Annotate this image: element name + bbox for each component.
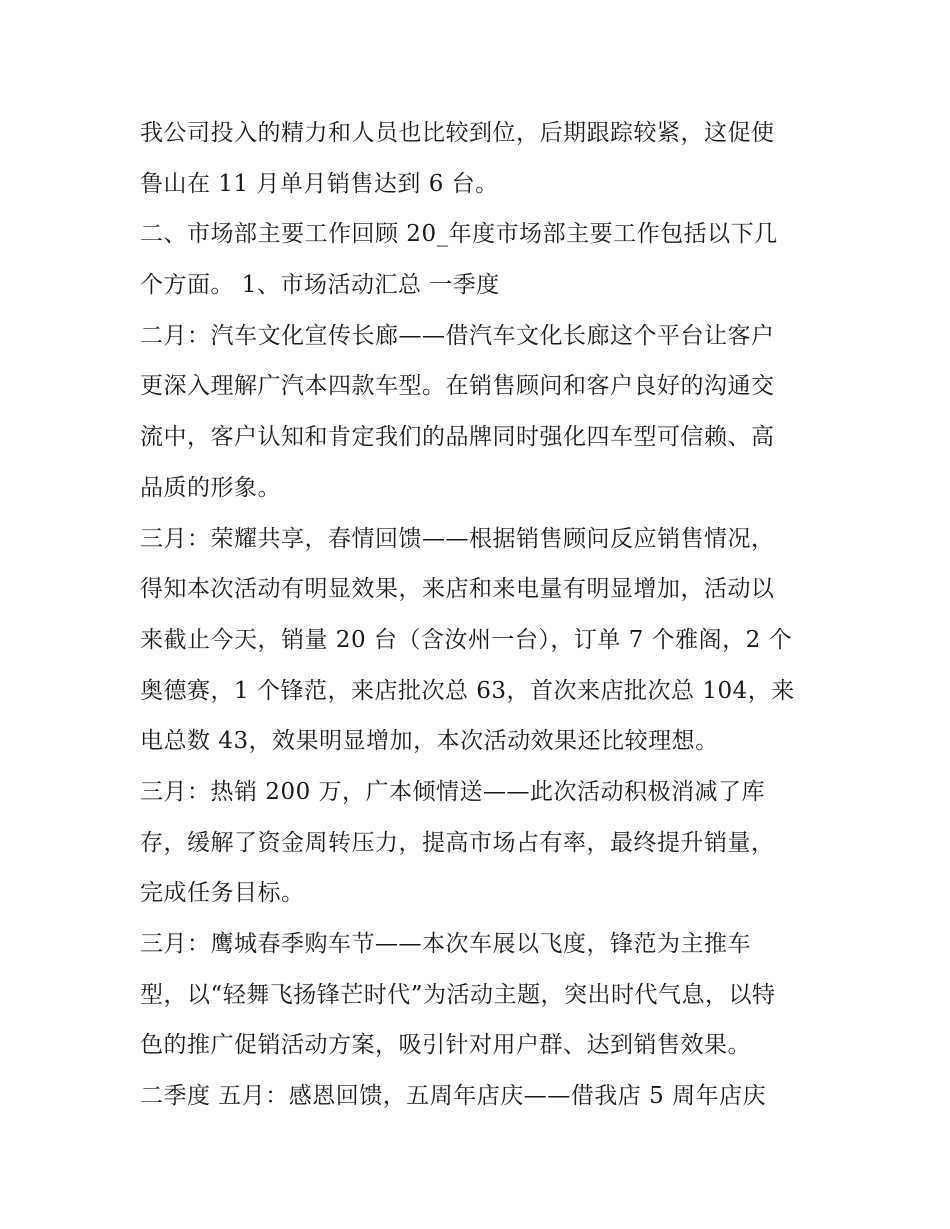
- text-line: 鲁山在 11 月单月销售达到 6 台。: [140, 170, 499, 197]
- text-line: 流中，客户认知和肯定我们的品牌同时强化四车型可信赖、高: [140, 424, 775, 451]
- text-line: 三月：荣耀共享，春情回馈——根据销售顾问反应销售情况，: [140, 525, 775, 552]
- text-line: 存，缓解了资金周转压力，提高市场占有率，最终提升销量，: [140, 829, 775, 856]
- text-line: 完成任务目标。: [140, 880, 305, 907]
- text-line: 三月：鹰城春季购车节——本次车展以飞度，锋范为主推车: [140, 931, 751, 957]
- text-line: 奥德赛，1 个锋范，来店批次总 63，首次来店批次总 104，来: [140, 677, 795, 704]
- text-line: 电总数 43，效果明显增加，本次活动效果还比较理想。: [140, 728, 719, 755]
- text-line: 二月：汽车文化宣传长廊——借汽车文化长廊这个平台让客户: [140, 322, 775, 349]
- text-line: 三月：热销 200 万，广本倾情送——此次活动积极消减了库: [140, 778, 766, 805]
- text-line: 得知本次活动有明显效果，来店和来电量有明显增加，活动以: [140, 576, 775, 603]
- text-line: 个方面。 1、市场活动汇总 一季度: [140, 272, 500, 299]
- text-line: 型，以“轻舞飞扬锋芒时代”为活动主题，突出时代气息，以特: [140, 981, 776, 1008]
- text-line: 品质的形象。: [140, 474, 281, 501]
- text-line: 我公司投入的精力和人员也比较到位，后期跟踪较紧，这促使: [140, 120, 775, 146]
- text-line: 更深入理解广汽本四款车型。在销售顾问和客户良好的沟通交: [140, 373, 775, 400]
- text-line: 二、市场部主要工作回顾 20_年度市场部主要工作包括以下几: [140, 221, 778, 248]
- text-line: 色的推广促销活动方案，吸引针对用户群、达到销售效果。: [140, 1032, 751, 1059]
- text-line: 二季度 五月：感恩回馈，五周年店庆——借我店 5 周年店庆: [140, 1083, 767, 1110]
- text-line: 来截止今天，销量 20 台（含汝州一台），订单 7 个雅阁，2 个: [140, 626, 793, 653]
- body-text: [140, 108, 820, 1122]
